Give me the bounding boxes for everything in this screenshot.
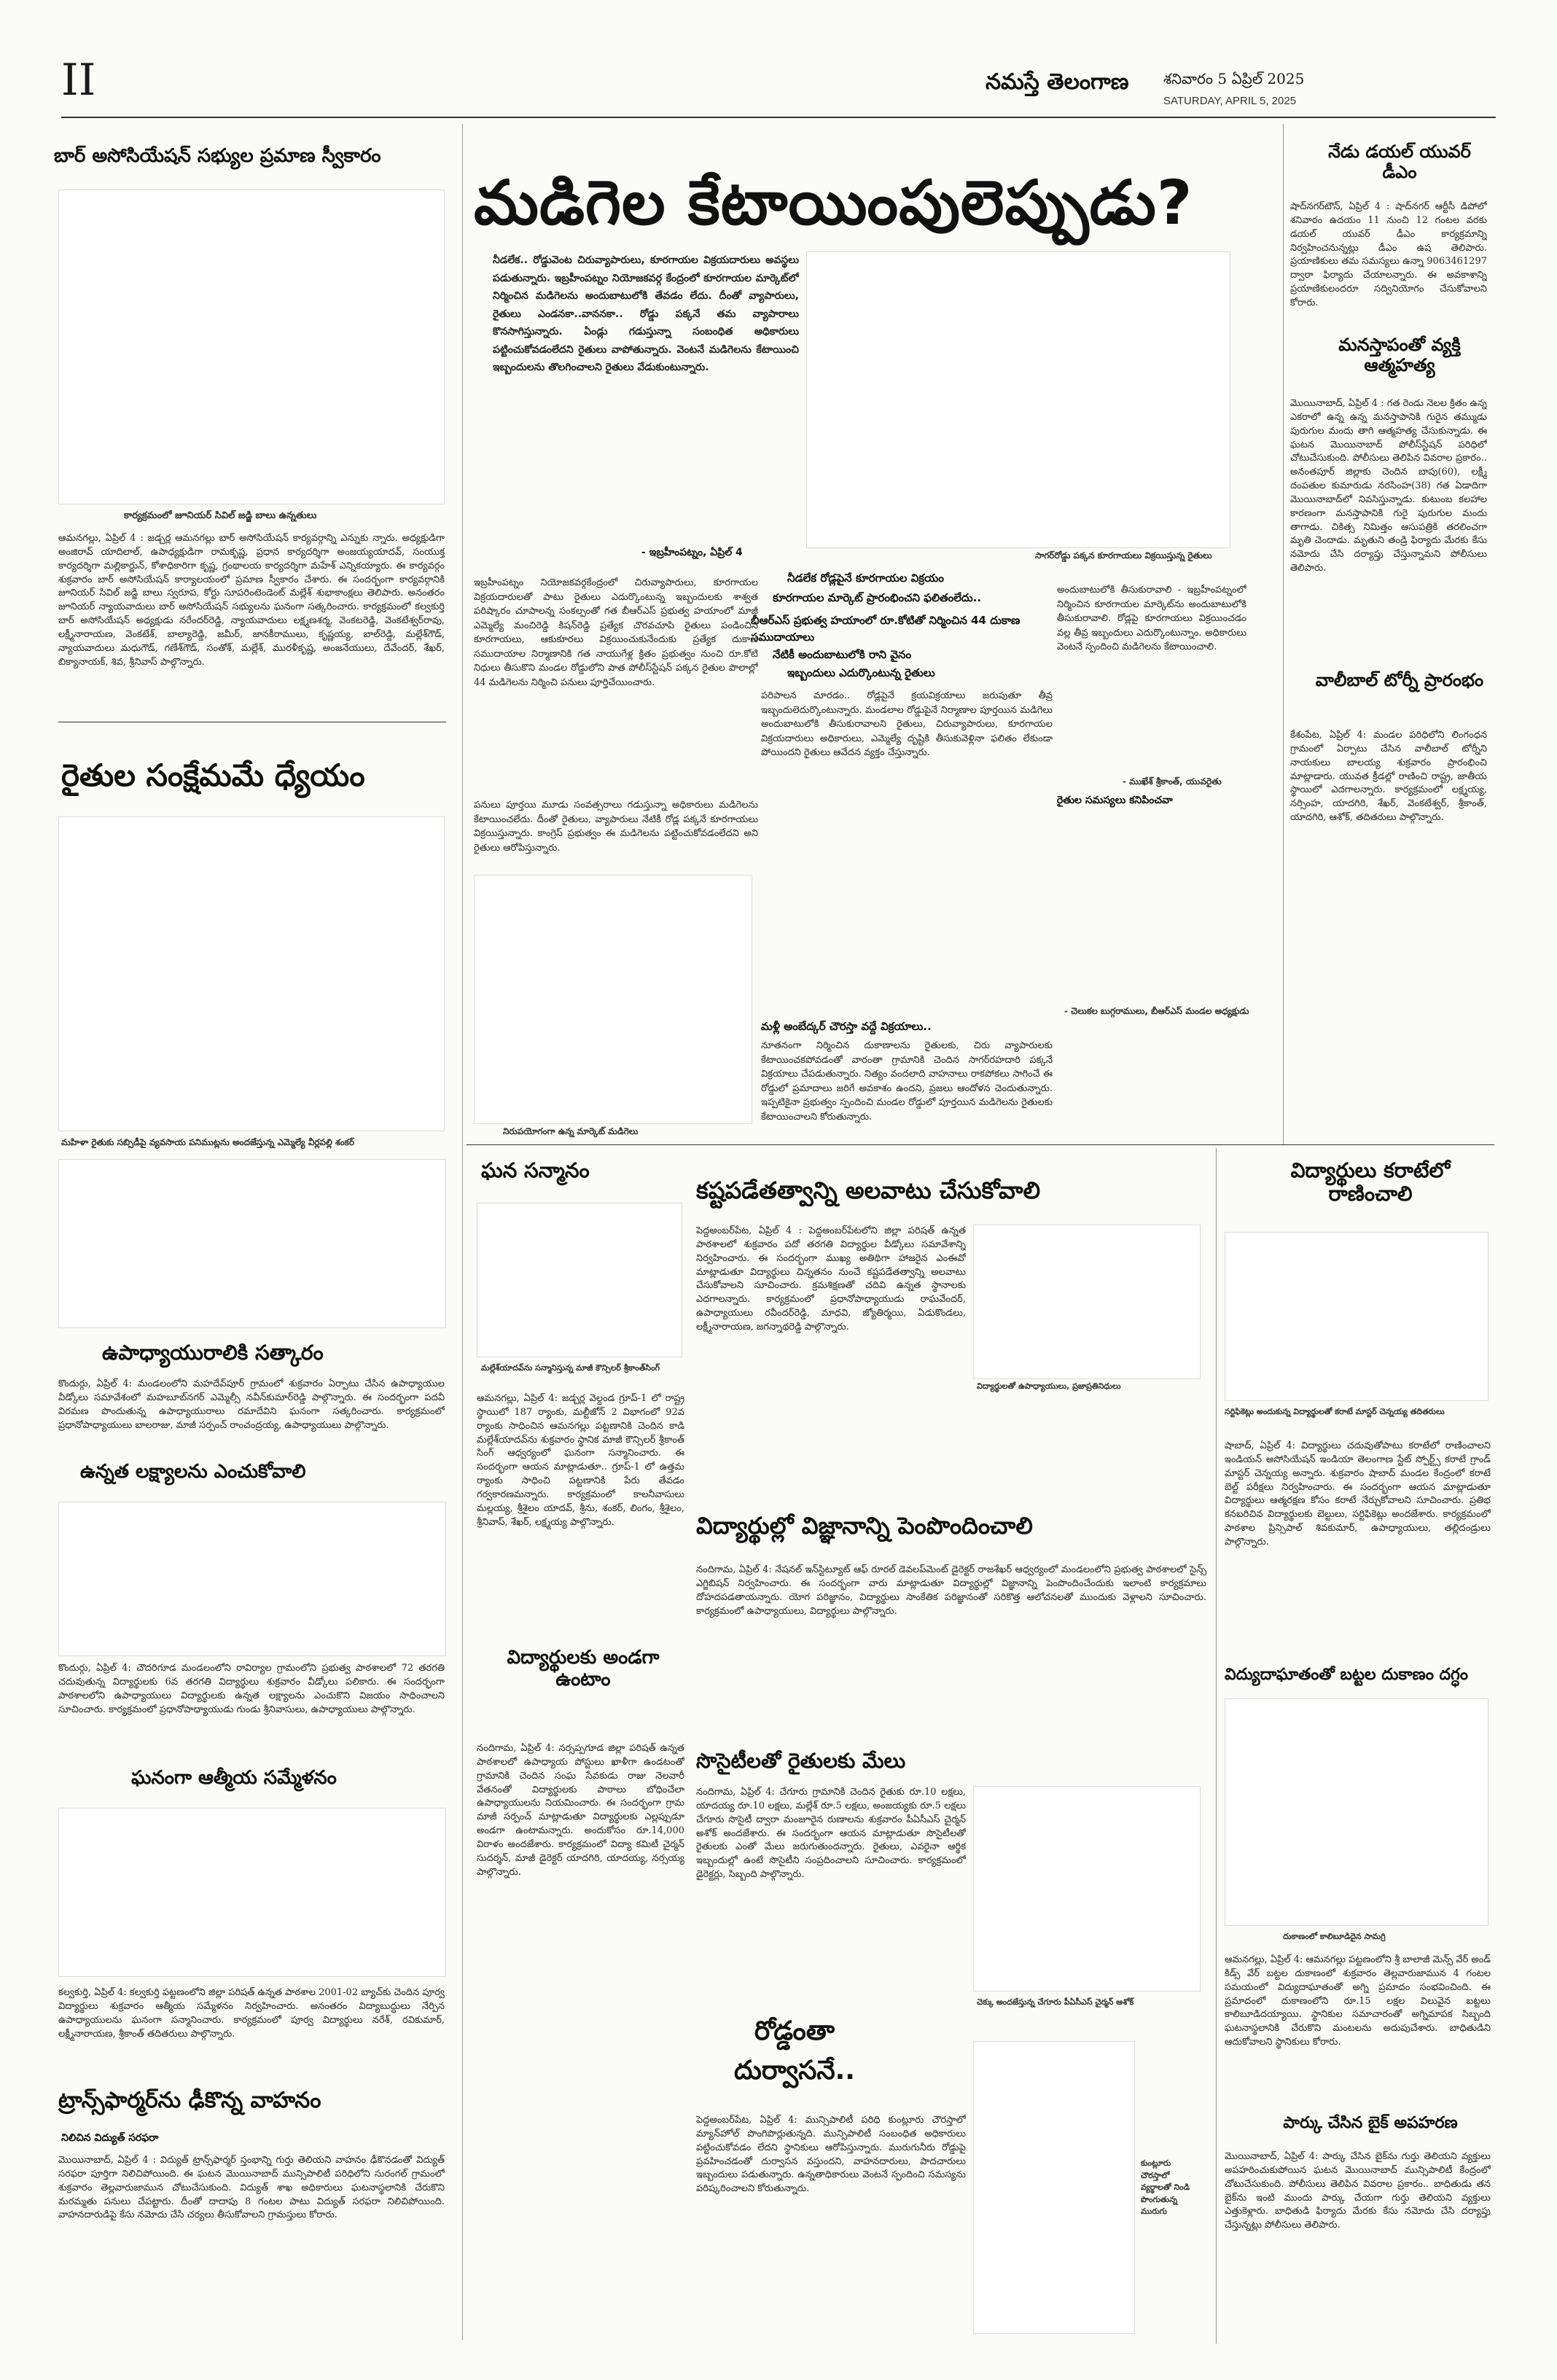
hardwork-photo — [973, 1225, 1201, 1379]
farmers-welfare-caption: మహిళా రైతుకు సబ్సిడీపై వ్యవసాయ పనిముట్లను అందజేస్తున్న ఎమ్మెల్యే వీర్లపల్లి శంకర్ — [61, 1137, 355, 1147]
main-headline: మడిగెల కేటాయింపులెప్పుడు? — [474, 167, 1193, 238]
main-body-3: పరిపాలన మారడం.. రోడ్లపైనే క్రయవిక్రయాలు జరుపుతూ తీవ్ర ఇబ్బందులెదుర్కొంటున్నారు. మండలాల రోడ్డుపైనే నిర్మాణాల పూర్తయిన మడిగెలు అందుబాటులోకి తీసుకురావాలని రైతులు, చిరువ్యాపారులు, కూరగాయల విక్రయదారులు అధికారులు, ఎమ్మెల్యే దృష్టికి తీసుకువెళ్లినా ఫలితం లేకుండా పోయిందని రైతులు ఆవేదన వ్యక్తం చేస్తున్నారు. — [761, 690, 1053, 758]
main-subdeck-2: కూరగాయల మార్కెట్ ప్రారంభించని ఫలితంలేదు.. — [773, 591, 982, 604]
column-rule-left — [462, 124, 463, 2340]
felicitation-caption: మల్లేశ్‌యాదవ్‌ను సన్మానిస్తున్న మాజీ కౌన్సిలర్ శ్రీకాంత్‌సింగ్ — [481, 1363, 660, 1373]
teacher-honor-headline: ఉపాధ్యాయురాలికి సత్కారం — [102, 1341, 324, 1365]
high-goals-photo — [58, 1502, 446, 1656]
reunion-body: కల్వకుర్తి, ఏప్రిల్ 4: కల్వకుర్తి పట్టణంలోని జిల్లా పరిషత్ ఉన్నత పాఠశాల 2001-02 బ్యాచ్‌కు చెందిన పూర్వ విద్యార్థులు శుక్రవారం ఆత్మీయ సమ్మేళనం నిర్వహించారు. అనంతరం విద్యాబుద్ధులు నేర్పిన ఉపాధ్యాయులను ఘనంగా సన్మానించారు. కార్యక్రమంలో పూర్వ విద్యార్థులు నరేశ్, రవికుమార్, లక్ష్మీనారాయణ, శ్రీకాంత్ తదితరులు పాల్గొన్నారు. — [58, 1987, 445, 2040]
hardwork-headline: కష్టపడేతత్వాన్ని అలవాటు చేసుకోవాలి — [696, 1177, 1041, 1204]
date-telugu: శనివారం 5 ఏప్రిల్ 2025 — [1163, 70, 1305, 87]
main-subdeck-4: నేటికీ అందుబాటులోకి రాని వైనం — [773, 648, 912, 661]
main-photo-1 — [806, 251, 1230, 548]
fire-body: ఆమనగల్లు, ఏప్రిల్ 4: ఆమనగల్లు పట్టణంలోని శ్రీ బాలాజీ మెన్స్ వేర్ అండ్ కిడ్స్ వేర్ బట్టల దుకాణంలో శుక్రవారం తెల్లవారుజామున 4 గంటల సమయంలో విద్యుదాఘాతంతో అగ్ని ప్రమాదం సంభవించింది. ఈ ప్రమాదంలో దుకాణంలోని రూ.15 లక్షల విలువైన బట్టలు కాలిబూడిదయ్యాయి. స్థానికుల సమాచారంతో అగ్నిమాపక సిబ్బంది ఘటనాస్థలానికి చేరుకొని మంటలను అదుపుచేశారు. బాధితుడిని ఆదుకోవాలని స్థానికులు కోరారు. — [1225, 1954, 1491, 2048]
high-goals-headline: ఉన్నత లక్ష్యాలను ఎంచుకోవాలి — [80, 1461, 306, 1483]
society-headline: సొసైటీలతో రైతులకు మేలు — [696, 1749, 906, 1773]
paper-name: నమస్తే తెలంగాణ — [986, 69, 1129, 95]
road-photo — [973, 2041, 1135, 2334]
karate-photo — [1225, 1232, 1488, 1401]
felicitation-headline: ఘన సన్మానం — [481, 1158, 590, 1182]
fire-photo — [1225, 1698, 1488, 1926]
bike-theft-body: మొయినాబాద్, ఏప్రిల్ 4: పార్కు చేసిన బైక్‌ను గుర్తు తెలియని వ్యక్తులు అపహరించుకుపోయిన ఘటన మొయినాబాద్ మున్సిపాలిటీ కేంద్రంలో చోటుచేసుకుంది. పోలీసులు తెలిపిన వివరాల ప్రకారం.. బాధితుడు తన బైక్‌ను ఇంటి ముందు పార్కు చేయగా గుర్తు తెలియని వ్యక్తులు ఎత్తుకెళ్లారు. బాధితుడి ఫిర్యాదు మేరకు కేసు నమోదు చేసి దర్యాప్తు చేస్తున్నట్లు పోలీసులు తెలిపారు. — [1225, 2151, 1491, 2231]
karate-caption: సర్టిఫికెట్లు అందుకున్న విద్యార్థులతో కరాటే మాస్టర్ చెన్నయ్య తదితరులు — [1225, 1407, 1445, 1416]
bike-theft-headline: పార్కు చేసిన బైక్ అపహరణ — [1283, 2114, 1458, 2132]
main-quote-1-attr: - ముఖేశ్ శ్రీకాంత్, యువరైతు — [1123, 776, 1222, 787]
fire-caption: దుకాణంలో కాలిబూడిదైన సామగ్రి — [1283, 1932, 1386, 1941]
transformer-headline: ట్రాన్స్‌ఫార్మర్‌ను ఢీకొన్న వాహనం — [58, 2088, 321, 2113]
hardwork-body: పెద్దఅంబర్‌పేట, ఏప్రిల్ 4 : పెద్దఅంబర్‌పేటలోని జిల్లా పరిషత్ ఉన్నత పాఠశాలలో శుక్రవారం పదో తరగతి విద్యార్థుల వీడ్కోలు సమావేశాన్ని నిర్వహించారు. ఈ సందర్భంగా ముఖ్య అతిథిగా హాజరైన ఎంఈవో మాట్లాడుతూ విద్యార్థులు చిన్నతనం నుంచే కష్టపడేతత్వాన్ని అలవాటు చేసుకోవాలని సూచించారు. క్రమశిక్షణతో చదివి ఉన్నత స్థానాలకు ఎదగాలన్నారు. కార్యక్రమంలో ప్రధానోపాధ్యాయుడు రాఘవేందర్, ఉపాధ్యాయులు రవీందర్‌రెడ్డి, మాధవి, జ్యోతిర్మయి, ఏడుకొండలు, లక్ష్మీనారాయణ, జగన్నాథరెడ్డి పాల్గొన్నారు. — [696, 1225, 966, 1333]
transformer-subhead: నిలిచిన విద్యుత్ సరఫరా — [61, 2132, 159, 2144]
main-photo-caption: సాగర్‌రోడ్డు పక్కన కూరగాయలు విక్రయిస్తున్న రైతులు — [1035, 550, 1212, 561]
page-number: II — [61, 55, 96, 106]
society-photo — [973, 1786, 1201, 1991]
bar-association-photo — [58, 190, 445, 504]
main-subheading: మళ్లీ అంబేద్కర్ చౌరస్తా వద్దే విక్రయాలు.. — [761, 1020, 932, 1033]
suicide-headline: మనస్తాపంతో వ్యక్తి ఆత్మహత్య — [1338, 335, 1461, 375]
date-english: SATURDAY, APRIL 5, 2025 — [1163, 95, 1297, 107]
bar-association-headline: బార్ అసోసియేషన్ సభ్యుల ప్రమాణ స్వీకారం — [54, 145, 381, 167]
road-caption: కుంట్లూరు చౌరస్తాలో వ్యర్థాలతో నిండి పొంగుతున్న మురుగు — [1141, 2158, 1190, 2216]
karate-headline: విద్యార్థులు కరాటేలో రాణించాలి — [1290, 1158, 1451, 1206]
farmers-welfare-headline: రైతుల సంక్షేమమే ధ్యేయం — [61, 757, 365, 793]
study-headline: విద్యార్థులకు అండగా ఉంటాం — [507, 1647, 660, 1690]
section-divider-1 — [467, 1144, 1494, 1145]
karate-body: షాబాద్, ఏప్రిల్ 4: విద్యార్థులు చదువుతోపాటు కరాటేలో రాణించాలని ఇండియన్ అసోసియేషన్ ఇండియా తెలంగాణ స్టేట్ స్పోర్ట్స్ కరాటే గ్రాండ్ మాస్టర్ చెన్నయ్య అన్నారు. శుక్రవారం షాబాద్ మండల కేంద్రంలో కరాటే బెల్ట్ పరీక్షలు నిర్వహించారు. ఈ సందర్భంగా ఆయన మాట్లాడుతూ విద్యార్థులు ఆత్మరక్షణ కోసం కరాటే నేర్చుకోవాలని సూచించారు. ప్రతిభ కనబరిచిన విద్యార్థులకు బెల్టులు, సర్టిఫికెట్లు అందజేశారు. కార్యక్రమంలో పాఠశాల ప్రిన్సిపాల్ శివకుమార్, ఉపాధ్యాయులు, తల్లిదండ్రులు పాల్గొన్నారు. — [1225, 1440, 1491, 1548]
main-subdeck-3: బీఆర్ఎస్ ప్రభుత్వ హయాంలో రూ.కోటితో నిర్మించిన 44 దుకాణ సముదాయాలు — [751, 614, 1021, 644]
main-quote-2-title: రైతుల సమస్యలు కనిపించవా — [1057, 795, 1173, 806]
hardwork-caption: విద్యార్థులతో ఉపాధ్యాయులు, ప్రజాప్రతినిధులు — [977, 1381, 1121, 1391]
bar-association-body: ఆమనగల్లు, ఏప్రిల్ 4 : జడ్చర్ల ఆమనగల్లు బార్ అసోసియేషన్ కార్యవర్గాన్ని ఎన్నుకు న్నారు. అధ్యక్షుడిగా అంజిరావ్ యాదిలాల్, ఉపాధ్యక్షుడిగా రామకృష్ణ, ప్రధాన కార్యదర్శిగా అంజయ్యయాదవ్, సంయుక్త కార్యదర్శిగా మల్లికార్జున్, కోశాధికారిగా కృష్ణ, గ్రంథాలయ కార్యదర్శిగా మహేశ్ ఎన్నికయ్యారు. ఈ కార్యవర్గం శుక్రవారం బార్ అసోసియేషన్ కార్యాలయంలో ప్రమాణ స్వీకారం చేశారు. ఈ సందర్భంగా కార్యవర్గానికి జూనియర్ సివిల్ జడ్జి బాలు స్వరూప, కోర్టు సూపరింటెండెంట్ మల్లేశ్ శుభాకాంక్షలు తెలిపారు. అనంతరం జూనియర్ న్యాయవాదులు బార్ అసోసియేషన్ సభ్యులను ఘనంగా సత్కరించారు. కార్యక్రమంలో కల్వకుర్తి బార్ అసోసియేషన్ అధ్యక్షుడు నరేందర్‌రెడ్డి, న్యాయవాదులు లక్ష్మణశర్మ, వెంకటరెడ్డి, వెంకటేశ్వర్‌రావు, లక్ష్మీనారాయణ, వెంకటేశ్, బాల్యారెడ్డి, జమీర్, జానకీరాములు, కృష్ణయ్య, బాల్‌రెడ్డి, మల్లేశ్‌గౌడ్, న్యాయవాదులు మధుగౌడ్, గణేశ్‌గౌడ్, సంతోశ్, మల్లేశ్, మురళీకృష్ణ, అంజనేయులు, దేవేందర్, శేఖర్, బిక్యానాయక్, శివ, శ్రీనివాస్ పాల్గొన్నారు. — [58, 533, 445, 668]
society-caption: చెక్కు అందజేస్తున్న చేగూరు పీఏసీఎస్ చైర్మన్ అశోక్ — [977, 1997, 1134, 2007]
main-subdeck-1: నీడలేక రోడ్లపైనే కూరగాయల విక్రయం — [787, 571, 945, 585]
fire-headline: విద్యుదాఘాతంతో బట్టల దుకాణం దగ్ధం — [1225, 1666, 1469, 1684]
main-body-4: అందుబాటులోకి తీసుకురావాలి - ఇబ్రహీంపట్నంలో నిర్మించిన కూరగాయల మార్కెట్‌ను అందుబాటులోకి తీసుకురావాలి. రోడ్లపై కూరగాయలు విక్రయించడం వల్ల తీవ్ర ఇబ్బందులు ఎదుర్కొంటున్నాం. అధికారులు వెంటనే స్పందించి మడిగెలను కేటాయించాలి. — [1057, 585, 1246, 652]
volleyball-body: కేశంపేట, ఏప్రిల్ 4: మండల పరిధిలోని లింగంధన గ్రామంలో ఏర్పాటు చేసిన వాలీబాల్ టోర్నీని నాయకులు బాలయ్య శుక్రవారం ప్రారంభించి మాట్లాడారు. యువత క్రీడల్లో రాణించి రాష్ట్ర, జాతీయ స్థాయిలో ఎదగాలన్నారు. కార్యక్రమంలో లక్ష్మయ్య, నర్సింహ, యాదగిరి, శేఖర్, వెంకటేశ్వర్, శ్రీకాంత్, యాదగిరి, ఆశోక్, తదితరులు పాల్గొన్నారు. — [1290, 730, 1487, 824]
column-rule-right — [1283, 124, 1284, 1144]
felicitation-photo — [477, 1203, 682, 1357]
society-body: నందిగామ, ఏప్రిల్ 4: చేగూరు గ్రామానికి చెందిన రైతుకు రూ.10 లక్షలు, యాదయ్య రూ.10 లక్షలు, మల్లేశ్ రూ.5 లక్షలు, అంజయ్యకు రూ.5 లక్షలు చేగూరు సొసైటీ ద్వారా మంజూరైన రుణాలను శుక్రవారం పీఏసీఎస్ చైర్మన్ అశోక్ అందజేశారు. ఈ సందర్భంగా ఆయన మాట్లాడుతూ సొసైటీలతో రైతులకు ఎంతో మేలు జరుగుతుందన్నారు. రైతులు, ఎవరైనా ఆర్థిక ఇబ్బందుల్లో ఉంటే సొసైటీని సంప్రదించాలని సూచించారు. కార్యక్రమంలో డైరెక్టర్లు, సిబ్బంది పాల్గొన్నారు. — [696, 1787, 966, 1881]
yuvar-dm-body: షాద్‌నగర్‌టౌన్, ఏప్రిల్ 4 : షాద్‌నగర్ ఆర్టీసీ డిపోలో శనివారం ఉదయం 11 నుంచి 12 గంటల వరకు డయల్ యువర్ డీఎం కార్యక్రమాన్ని నిర్వహించనున్నట్లు డీఎం ఉష తెలిపారు. ప్రయాణికులు తమ సమస్యలు ఉన్నా 9063461297 ద్వారా ఫిర్యాదు చేయాలన్నారు. ఈ అవకాశాన్ని ప్రయాణికులందరూ సద్వినియోగం చేసుకోవాలని కోరారు. — [1290, 201, 1487, 308]
main-body-1: ఇబ్రహీంపట్నం నియోజకవర్గకేంద్రంలో చిరువ్యాపారులు, కూరగాయల విక్రయదారులతో పాటు రైతులు ఎదుర్కొంటున్న ఇబ్బందులకు శాశ్వత పరిష్కారం చూపాలన్న సంకల్పంతో గత బీఆర్ఎస్ ప్రభుత్వ హయాంలో మాజీ ఎమ్మెల్యే మంచిరెడ్డి కిషన్‌రెడ్డి ప్రత్యేక చొరవచూపి రైతులు పండించిన కూరగాయలు, ఆకుకూరలు విక్రయించుకునేందుకు ప్రత్యేక దుకాణ సముదాయాల నిర్మాణానికి గత నాయుగేళ్ల క్రితం ప్రభుత్వం నుంచి రూ.కోటి నిధులు తీసుకొని మండల రోడ్డులోని పాత పోలీస్‌స్టేషన్ పక్కన రైతుల పొలాల్లో 44 మడిగెలను నిర్మించి పనులు పూర్తిచేయించారు. — [474, 577, 758, 688]
science-body: నందిగామ, ఏప్రిల్ 4: నేషనల్ ఇన్‌స్టిట్యూట్ ఆఫ్ రూరల్ డెవలప్‌మెంట్ డైరెక్టర్ రాజశేఖర్ ఆధ్వర్యంలో మండలంలోని ప్రభుత్వ పాఠశాలలో సైన్స్ ఎగ్జిబిషన్ నిర్వహించారు. ఈ సందర్భంగా వారు మాట్లాడుతూ విద్యార్థుల్లో విజ్ఞానాన్ని పెంపొందించేందుకు ఇలాంటి కార్యక్రమాలు దోహదపడతాయన్నారు. యోగ పరిజ్ఞానం, విద్యార్థులు సాంకేతిక పరిజ్ఞానంతో సరికొత్త ఆలోచనలతో ముందుకు వెళ్లాలని సూచించారు. కార్యక్రమంలో ఉపాధ్యాయులు, విద్యార్థులు పాల్గొన్నారు. — [696, 1564, 1206, 1617]
high-goals-body: కొందుర్గు, ఏప్రిల్ 4: చౌదరిగూడ మండలంలోని రావిర్యాల గ్రామంలోని ప్రభుత్వ పాఠశాలలో 72 తరగతి చదువుతున్న విద్యార్థులకు 6వ తరగతి విద్యార్థులు శుక్రవారం వీడ్కోలు పలికారు. ఈ సందర్భంగా పాఠశాలలోని ఉపాధ్యాయులు విద్యార్థులకు ఉన్నత లక్ష్యాలను ఎంచుకొని విజయం సాధించాలని సూచించారు. కార్యక్రమంలో ప్రధానోపాధ్యాయుడు గుండు శ్రీనివాసులు, ఉపాధ్యాయులు పాల్గొన్నారు. — [58, 1663, 445, 1715]
reunion-headline: ఘనంగా ఆత్మీయ సమ్మేళనం — [131, 1767, 337, 1789]
main-quote-2-attr: - చెలుకల బుగ్గరాములు, బీఆర్ఎస్ మండల అధ్యక్షుడు — [1064, 1006, 1249, 1016]
column-rule-right-2 — [1216, 1148, 1217, 2344]
main-body-2: పనులు పూర్తయి మూడు సంవత్సరాలు గడుస్తున్నా అధికారులు మడిగెలను కేటాయించలేదు. దీంతో రైతులు, వ్యాపారులు నేటికీ రోడ్ల పక్కనే కూరగాయలు విక్రయిస్తున్నారు. కాంగ్రెస్ ప్రభుత్వం ఈ మడిగెలను పట్టించుకోవడంలేదని అని రైతులు ఆరోపిస్తున్నారు. — [474, 800, 758, 854]
study-body: నందిగామ, ఏప్రిల్ 4: నర్సప్పగూడ జిల్లా పరిషత్ ఉన్నత పాఠశాలలో ఉపాధ్యాయ పోస్టులు ఖాళీగా ఉండటంతో గ్రామానికి చెందిన సంఘ సేవకుడు రాజు నెలవారీ వేతనంతో విద్యార్థులకు పాఠాలు బోధించేలా ఉపాధ్యాయులను నియమించారు. ఈ సందర్భంగా గ్రామ మాజీ సర్పంచ్ మాట్లాడుతూ విద్యార్థులకు ఎల్లప్పుడూ అండగా ఉంటామన్నారు. అందుకోసం రూ.14,000 విరాళం అందజేశారు. కార్యక్రమంలో విద్యా కమిటీ చైర్మన్ సుదర్శన్, మాజీ డైరెక్టర్ యాదగిరి, యాదయ్య, నర్సయ్య పాల్గొన్నారు. — [477, 1743, 684, 1878]
main-deck: నీడలేక.. రోడ్డువెంట చిరువ్యాపారులు, కూరగాయల విక్రయదారులు అవస్థలు పడుతున్నారు. ఇబ్రహీంపట్నం నియోజకవర్గ కేంద్రంలో కూరగాయల మార్కెట్‌లో నిర్మించిన మడిగెలను అందుబాటులోకి తేవడం లేదు. దీంతో వ్యాపారులు, రైతులు ఎండనకా..వాననకా.. రోడ్డు పక్కనే తమ వ్యాపారాలు కొనసాగిస్తున్నారు. ఏండ్లు గడుస్తున్నా సంబంధిత అధికారులు పట్టించుకోవడంలేదని రైతులు వాపోతున్నారు. వెంటనే మడిగెలను కేటాయించి ఇబ్బందులను తొలగించాలని రైతులు వేడుకుంటున్నారు. — [493, 254, 799, 373]
masthead-rule — [61, 117, 1496, 118]
yuvar-dm-headline: నేడు డయల్ యువర్ డీఎం — [1328, 141, 1471, 182]
teacher-honor-photo — [58, 1159, 446, 1328]
transformer-body: మొయినాబాద్, ఏప్రిల్ 4 : విద్యుత్ ట్రాన్స్‌ఫార్మర్ స్తంభాన్ని గుర్తు తెలియని వాహనం ఢీకొనడంతో విద్యుత్ సరఫరా పూర్తిగా నిలిచిపోయింది. ఈ ఘటన మొయినాబాద్ మున్సిపాలిటీ పరిధిలోని సురంగల్ గ్రామంలో శుక్రవారం తెల్లవారుజామున చోటుచేసుకుంది. విద్యుత్ శాఖ అధికారులు ఘటనాస్థలానికి చేరుకొని మరమ్మతు పనులు చేపట్టారు. దీంతో దాదాపు 8 గంటల పాటు విద్యుత్ సరఫరా నిలిచిపోయింది. వాహనదారుడిపై కేసు నమోదు చేసి చర్యలు తీసుకోవాలని గ్రామస్తులు కోరారు. — [58, 2155, 445, 2221]
farmers-welfare-photo — [58, 816, 445, 1131]
main-body-5: నూతనంగా నిర్మించిన దుకాణాలను రైతులకు, చిరు వ్యాపారులకు కేటాయించకపోవడంతో వారంతా గ్రామానికి చెందిన సాగర్‌రహదారి పక్కనే విక్రయాలు చేపడుతున్నారు. నిత్యం వందలాది వాహనాలు రాకపోకలు సాగించే ఈ రోడ్డులో ప్రమాదాలు జరిగే అవకాశం ఉందని, ప్రజలు ఆందోళన చెందుతున్నారు. ఇప్పటికైనా ప్రభుత్వం స్పందించి మండల రోడ్డులో పూర్తయిన మడిగెలను రైతులకు కేటాయించాలని కోరుతున్నారు. — [761, 1040, 1053, 1123]
main-dateline: - ఇబ్రహీంపట్నం, ఏప్రిల్ 4 — [641, 547, 743, 558]
road-body: పెద్దఅంబర్‌పేట, ఏప్రిల్ 4: మున్సిపాలిటీ పరిధి కుంట్లూరు చౌరస్తాలో మ్యాన్‌హోల్ పొంగిపొర్లుతున్నది. మున్సిపాలిటీ సంబంధిత అధికారులు పట్టించుకోవడం లేదని స్థానికులు ఆరోపిస్తున్నారు. మురుగునీరు రోడ్డుపై ప్రవహించడంతో దుర్వాసన వస్తుందని, వాహనదారులు, పాదచారులు ఇబ్బందులు పడుతున్నారు. ఉన్నతాధికారులు వెంటనే స్పందించి సమస్యను పరిష్కరించాలని కోరుతున్నారు. — [696, 2115, 966, 2195]
bar-association-caption: కార్యక్రమంలో జూనియర్ సివిల్ జడ్జి బాలు ఉన్నతులు — [124, 510, 317, 521]
reunion-photo — [58, 1808, 446, 1977]
suicide-body: మొయినాబాద్, ఏప్రిల్ 4 : గత రెండు నెలల క్రితం ఉన్న ఎకరాలో ఉన్న ఉన్న మనస్తాపానికి గురైన తమ్ముడు పురుగుల మందు తాగి ఆత్మహత్య చేసుకున్నాడు. ఈ ఘటన మొయినాబాద్ పోలీస్‌స్టేషన్ పరిధిలో చోటుచేసుకుంది. పోలీసులు తెలిపిన వివరాల ప్రకారం.. అనంతపూర్ జిల్లాకు చెందిన బాపు(60), లక్ష్మీ దంపతుల కుమారుడు నరసింహ(38) గత ఏడాదిగా మొయినాబాద్‌లో నివసిస్తున్నాడు. కుటుంబ కలహాల కారణంగా మనస్తాపానికి గురై పురుగుల మందు తాగాడు. చికిత్స నిమిత్తం ఆసుపత్రికి తరలించగా మృతి చెందాడు. మృతుని తండ్రి ఫిర్యాదు మేరకు కేసు నమోదు చేసి దర్యాప్తు చేస్తున్నామని పోలీసులు తెలిపారు. — [1290, 398, 1487, 574]
main-subdeck-5: ఇబ్బందులు ఎదుర్కొంటున్న రైతులు — [787, 666, 935, 679]
felicitation-body: ఆమనగల్లు, ఏప్రిల్ 4: జడ్చర్ల వెల్దండ గ్రూప్-1 లో రాష్ట్ర స్థాయిలో 187 ర్యాంకు, మల్టీజోన్ 2 విభాగంలో 92వ ర్యాంకు సాధించిన ఆమనగల్లు పట్టణానికి చెందిన కాడి మల్లేశ్‌యాదవ్‌ను శుక్రవారం స్థానిక మాజీ కౌన్సిలర్ శ్రీకాంత్ సింగ్ ఆధ్వర్యంలో ఘనంగా సన్మానించారు. ఈ సందర్భంగా ఆయన మాట్లాడుతూ.. గ్రూప్-1 లో ఉత్తమ ర్యాంకు సాధించి పట్టణానికి పేరు తేవడం గర్వకారణమన్నారు. కార్యక్రమంలో కాలనీవాసులు మల్లయ్య, శ్రీశైలం యాదవ్, శ్రీను, శంకర్, లింగం, శ్రీశైలం, శ్రీనివాస్, శేఖర్, లక్ష్మయ్య పాల్గొన్నారు. — [477, 1393, 684, 1528]
science-headline: విద్యార్థుల్లో విజ్ఞానాన్ని పెంపొందించాలి — [696, 1512, 1033, 1540]
volleyball-headline: వాలీబాల్ టోర్నీ ప్రారంభం — [1315, 670, 1484, 690]
main-photo-caption-2: నిరుపయోగంగా ఉన్న మార్కెట్ మడిగెలు — [503, 1126, 639, 1136]
main-photo-2 — [474, 875, 752, 1124]
road-headline: రోడ్డంతా దుర్వాసనే.. — [734, 2016, 855, 2086]
teacher-honor-body: కొందుర్గు, ఏప్రిల్ 4: మండలంలోని మహదేవ్‌పూర్ గ్రామంలో శుక్రవారం ఏర్పాటు చేసిన ఉపాధ్యాయుల వీడ్కోలు సమావేశంలో మహబూబ్‌నగర్ ఎమ్మెల్సీ నవీన్‌కుమార్‌రెడ్డి పాల్గొన్నారు. ఈ సందర్భంగా పదవీ విరమణ పొందుతున్న ఉపాధ్యాయురాలు రమాదేవిని ఘనంగా సత్కరించారు. కార్యక్రమంలో ప్రధానోపాధ్యాయులు బాలరాజు, మాజీ సర్పంచ్ రాంచంద్రయ్య, ఉపాధ్యాయులు పాల్గొన్నారు. — [58, 1378, 445, 1431]
